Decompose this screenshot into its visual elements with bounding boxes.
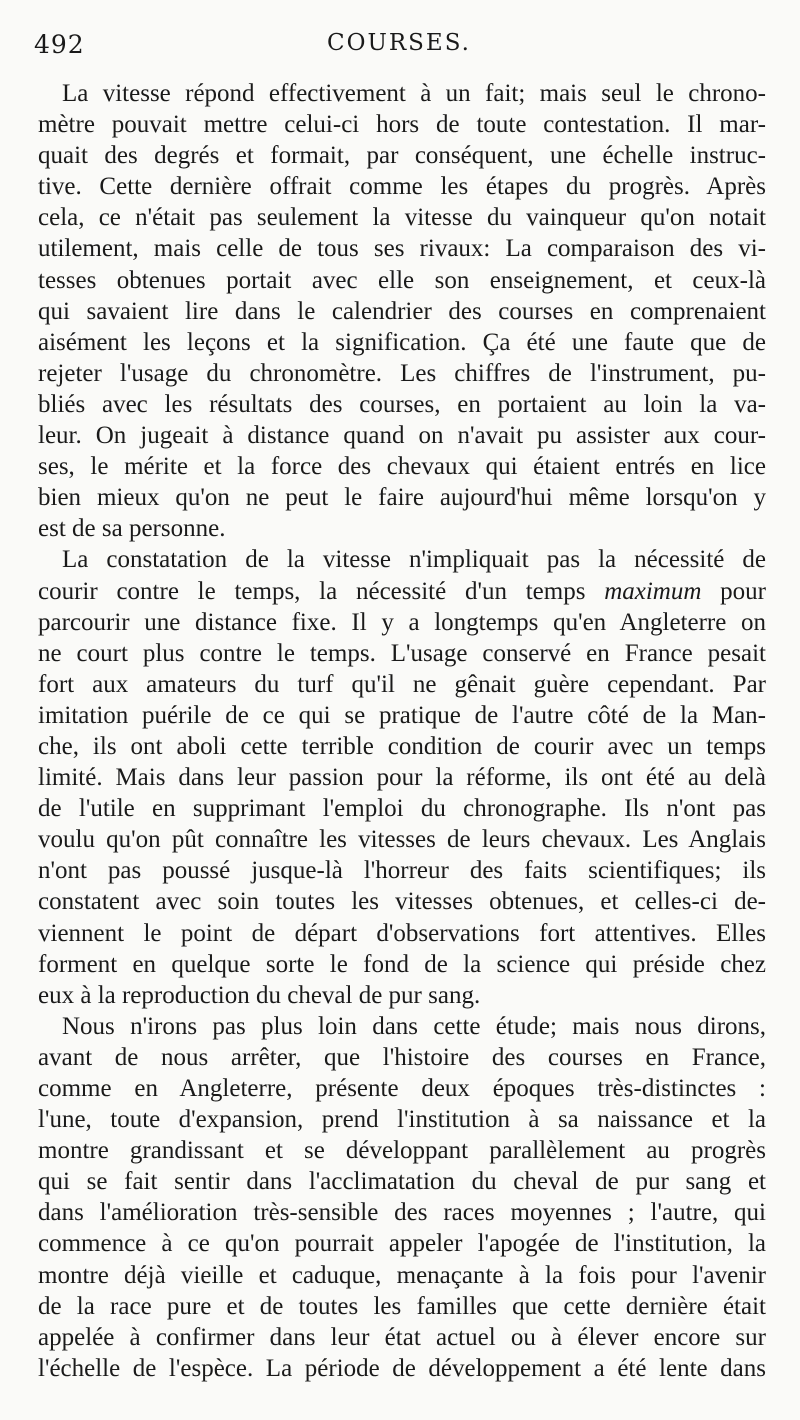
text-line: appelée à confirmer dans leur état actuel ou à élever encore sur [38,1323,766,1351]
text-line: bliés avec les résultats des courses, en portaient au loin la va- [38,390,766,418]
text-line: aisément les leçons et la signification. Ça été une faute que de [38,328,766,356]
text-line: La vitesse répond effectivement à un fait; mais seul le chrono- [62,80,766,107]
text-line: eux à la reproduction du cheval de pur sang. [38,981,481,1009]
text-line-with-italic [38,576,766,607]
text-line: cela, ce n'était pas seulement la vitesse du vainqueur qu'on notait [38,204,766,232]
text-line: mètre pouvait mettre celui-ci hors de toute contestation. Il mar- [38,111,766,139]
page-number: 492 [34,30,85,59]
text-line: forment en quelque sorte le fond de la science qui préside chez [38,950,766,978]
text-fragment: pour [701,577,766,605]
text-line: qui savaient lire dans le calendrier des courses en comprenaient [38,297,766,325]
text-line: Nous n'irons pas plus loin dans cette étude; mais nous dirons, [62,1012,766,1040]
italic-term: maximum [604,577,702,605]
text-line: avant de nous arrêter, que l'histoire des courses en France, [38,1043,766,1071]
text-line: bien mieux qu'on ne peut le faire aujourd'hui même lorsqu'on y [38,484,766,512]
text-line: constatent avec soin toutes les vitesses obtenues, et celles-ci de- [38,888,766,916]
text-line: montre grandissant et se développant parallèlement au progrès [38,1137,766,1165]
text-line: l'échelle de l'espèce. La période de développement a été lente dans [38,1354,766,1382]
text-line: imitation puérile de ce qui se pratique de l'autre côté de la Man- [38,701,766,729]
text-line: de la race pure et de toutes les familles que cette dernière était [38,1292,766,1320]
text-line: de l'utile en supprimant l'emploi du chronographe. Ils n'ont pas [38,795,766,823]
text-line: quait des degrés et formait, par conséquent, une échelle instruc- [38,142,766,170]
text-line: l'une, toute d'expansion, prend l'institution à sa naissance et la [38,1106,766,1134]
text-line: che, ils ont aboli cette terrible condition de courir avec un temps [38,732,766,760]
text-line: qui se fait sentir dans l'acclimatation du cheval de pur sang et [38,1168,766,1196]
text-line: La constatation de la vitesse n'impliquait pas la nécessité de [62,546,766,574]
running-title: COURSES. [327,30,471,56]
text-line: comme en Angleterre, présente deux époques très-distinctes : [38,1075,766,1102]
text-line: rejeter l'usage du chronomètre. Les chiffres de l'instrument, pu- [38,359,766,387]
text-line: fort aux amateurs du turf qu'il ne gênait guère cependant. Par [38,670,766,698]
text-line: viennent le point de départ d'observations fort attentives. Elles [38,919,766,947]
text-line: voulu qu'on pût connaître les vitesses de leurs chevaux. Les Anglais [38,826,766,854]
text-line: tive. Cette dernière offrait comme les étapes du progrès. Après [38,173,766,201]
text-line: tesses obtenues portait avec elle son enseignement, et ceux-là [38,266,766,294]
text-fragment: courir contre le temps, la nécessité d'un temps [38,577,605,605]
text-line: leur. On jugeait à distance quand on n'avait pu assister aux cour- [38,422,766,450]
text-line: ne court plus contre le temps. L'usage conservé en France pesait [38,639,766,667]
text-line: est de sa personne. [38,515,226,543]
text-line: parcourir une distance fixe. Il y a longtemps qu'en Angleterre on [38,608,766,636]
text-line: utilement, mais celle de tous ses rivaux: La comparaison des vi- [38,235,766,263]
text-line: montre déjà vieille et caduque, menaçante à la fois pour l'avenir [38,1261,766,1289]
text-line: dans l'amélioration très-sensible des races moyennes ; l'autre, qui [38,1199,766,1227]
text-line: commence à ce qu'on pourrait appeler l'apogée de l'institution, la [38,1230,766,1258]
text-line: ses, le mérite et la force des chevaux qui étaient entrés en lice [38,453,766,481]
text-line: limité. Mais dans leur passion pour la réforme, ils ont été au delà [38,764,766,792]
body-text [38,78,766,1384]
text-line: n'ont pas poussé jusque-là l'horreur des faits scientifiques; ils [38,857,766,885]
page-header [34,30,764,64]
